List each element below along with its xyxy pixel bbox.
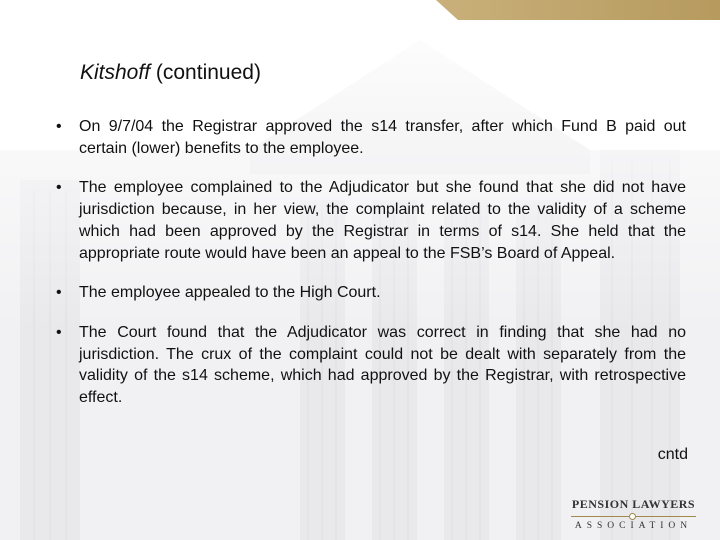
bullet-text: The employee complained to the Adjudicator but she found that she did not have jurisdiction because, in her view, the complaint related to the validity of a scheme which had been approved by the Registrar in terms of s14. She held that the appropriate route would have been an appeal to the FSB’s Board of Appeal. <box>79 179 686 262</box>
bullet-text: On 9/7/04 the Registrar approved the s14 transfer, after which Fund B paid out certain (lower) benefits to the employee. <box>79 118 686 157</box>
bullet-icon: • <box>56 284 62 302</box>
bullet-icon: • <box>56 323 62 341</box>
logo-emblem-icon <box>629 513 636 520</box>
bullet-icon: • <box>56 118 62 135</box>
bullet-text: The Court found that the Adjudicator was correct in finding that she had no jurisdiction. The crux of the complaint could not be dealt with separately from the validity of the s14 scheme, which had approved by the Registrar, with retrospective effect. <box>79 323 686 407</box>
logo-line-1: PENSION LAWYERS <box>571 497 696 511</box>
bullet-list <box>56 116 686 427</box>
bullet-icon: • <box>56 179 62 197</box>
bullet-text: The employee appealed to the High Court. <box>79 284 381 302</box>
logo-divider <box>571 513 696 520</box>
bullet-item <box>56 177 686 264</box>
bullet-item <box>56 282 686 304</box>
bullet-item <box>56 322 686 409</box>
header-accent-band <box>436 0 720 20</box>
slide-title <box>80 61 261 85</box>
title-suffix: (continued) <box>150 61 261 84</box>
continued-label: cntd <box>657 446 688 463</box>
logo-line-2: ASSOCIATION <box>574 521 693 531</box>
title-case-name: Kitshoff <box>80 61 151 84</box>
association-logo <box>571 497 696 531</box>
bullet-item <box>56 116 686 159</box>
